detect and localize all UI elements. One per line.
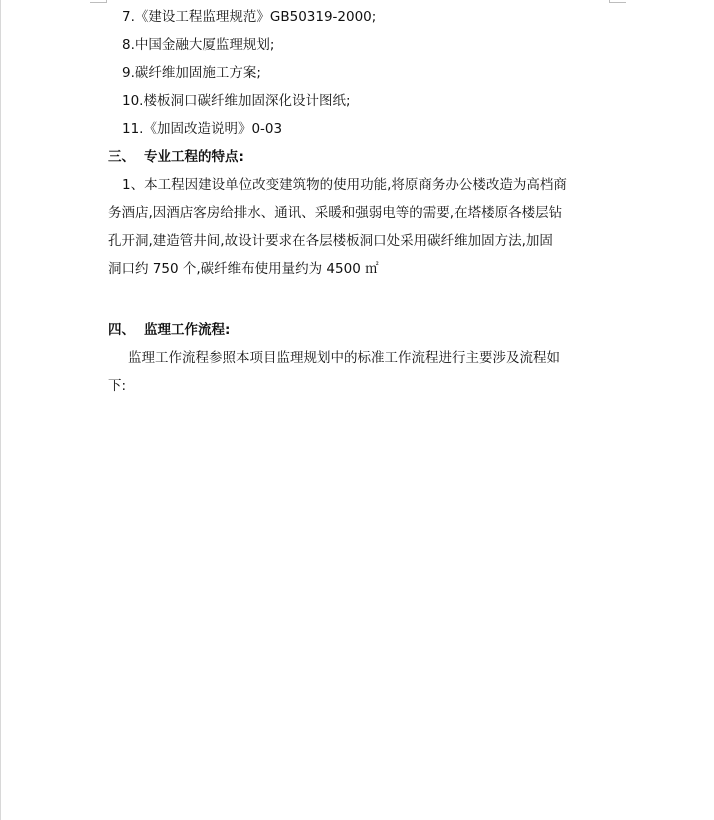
margin-corner-tick-right bbox=[609, 0, 610, 3]
reference-item-11: 11.《加固改造说明》0-03 bbox=[122, 121, 283, 137]
margin-corner-mark-right bbox=[610, 0, 626, 3]
section-4-heading bbox=[108, 320, 230, 340]
margin-corner-tick-left bbox=[106, 0, 107, 3]
section-4-number: 四、 bbox=[108, 322, 135, 338]
section-4-title: 监理工作流程: bbox=[144, 322, 231, 338]
section-3-number: 三、 bbox=[108, 149, 135, 165]
section-3-paragraph-line-4: 洞口约 750 个,碳纤维布使用量约为 4500 ㎡ bbox=[108, 261, 379, 277]
section-3-paragraph-line-2: 务酒店,因酒店客房给排水、通讯、采暖和强弱电等的需要,在塔楼原各楼层钻 bbox=[108, 205, 563, 221]
reference-item-7: 7.《建设工程监理规范》GB50319-2000; bbox=[122, 9, 377, 25]
reference-item-8: 8.中国金融大厦监理规划; bbox=[122, 37, 275, 53]
section-4-paragraph-line-2: 下: bbox=[108, 378, 127, 394]
reference-item-10: 10.楼板洞口碳纤维加固深化设计图纸; bbox=[122, 93, 351, 109]
section-3-heading bbox=[108, 147, 244, 167]
section-3-title: 专业工程的特点: bbox=[144, 149, 244, 165]
page-left-border bbox=[0, 0, 1, 820]
section-3-paragraph-line-3: 孔开洞,建造管井间,故设计要求在各层楼板洞口处采用碳纤维加固方法,加固 bbox=[108, 233, 553, 249]
margin-corner-mark-left bbox=[90, 0, 106, 3]
reference-item-9: 9.碳纤维加固施工方案; bbox=[122, 65, 261, 81]
section-4-paragraph-line-1: 监理工作流程参照本项目监理规划中的标准工作流程进行主要涉及流程如 bbox=[128, 350, 560, 366]
section-3-paragraph-line-1: 1、本工程因建设单位改变建筑物的使用功能,将原商务办公楼改造为高档商 bbox=[122, 177, 567, 193]
